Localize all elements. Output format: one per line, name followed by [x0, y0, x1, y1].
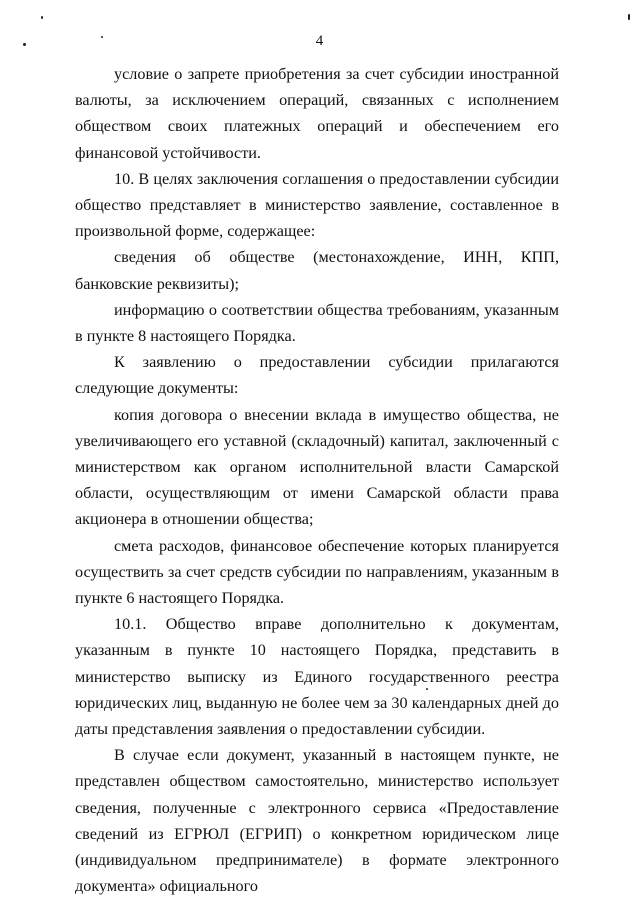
paragraph: 10. В целях заключения соглашения о предоставлении субсидии общество представляет в министерство заявление, составленное в произвольной форме, содержащее: — [75, 169, 559, 241]
scan-speck — [41, 16, 43, 19]
paragraph: сведения об обществе (местонахождение, ИНН, КПП, банковские реквизиты); — [75, 248, 559, 293]
document-body — [75, 61, 559, 900]
page-number: 4 — [315, 33, 324, 49]
paragraph: информацию о соответствии общества требованиям, указанным в пункте 8 настоящего Порядка. — [75, 300, 559, 346]
paragraph: условие о запрете приобретения за счет субсидии иностранной валюты, за исключением операций, связанных с исполнением обществом своих платежных операций и обеспечением его финансовой устойчивости. — [75, 65, 559, 162]
paragraph: копия договора о внесении вклада в имущество общества, не увеличивающего его уставной (складочный) капитал, заключенный с министерством как органом исполнительной власти Самарской области, осуществляющим от имени Самарской области права акционера в отношении общества; — [75, 405, 559, 529]
paragraph: 10.1. Общество вправе дополнительно к документам, указанным в пункте 10 настоящего Порядка, представить в министерство выписку из Единого государственного реестра юридических лиц, выданную не более чем за 30 календарных дней до даты представления заявления о предоставлении субсидии. — [75, 615, 559, 739]
scan-speck — [628, 14, 630, 20]
paragraph: В случае если документ, указанный в настоящем пункте, не представлен обществом самостоятельно, министерство использует сведения, полученные с электронного сервиса «Предоставление сведений из ЕГРЮЛ (ЕГРИП) о конкретном юридическом лице (индивидуальном предпринимателе) в формате электронного документа» официального — [75, 746, 559, 896]
paragraph: смета расходов, финансовое обеспечение которых планируется осуществить за счет средств субсидии по направлениям, указанным в пункте 6 настоящего Порядка. — [75, 536, 559, 608]
paragraph: К заявлению о предоставлении субсидии прилагаются следующие документы: — [75, 353, 559, 398]
